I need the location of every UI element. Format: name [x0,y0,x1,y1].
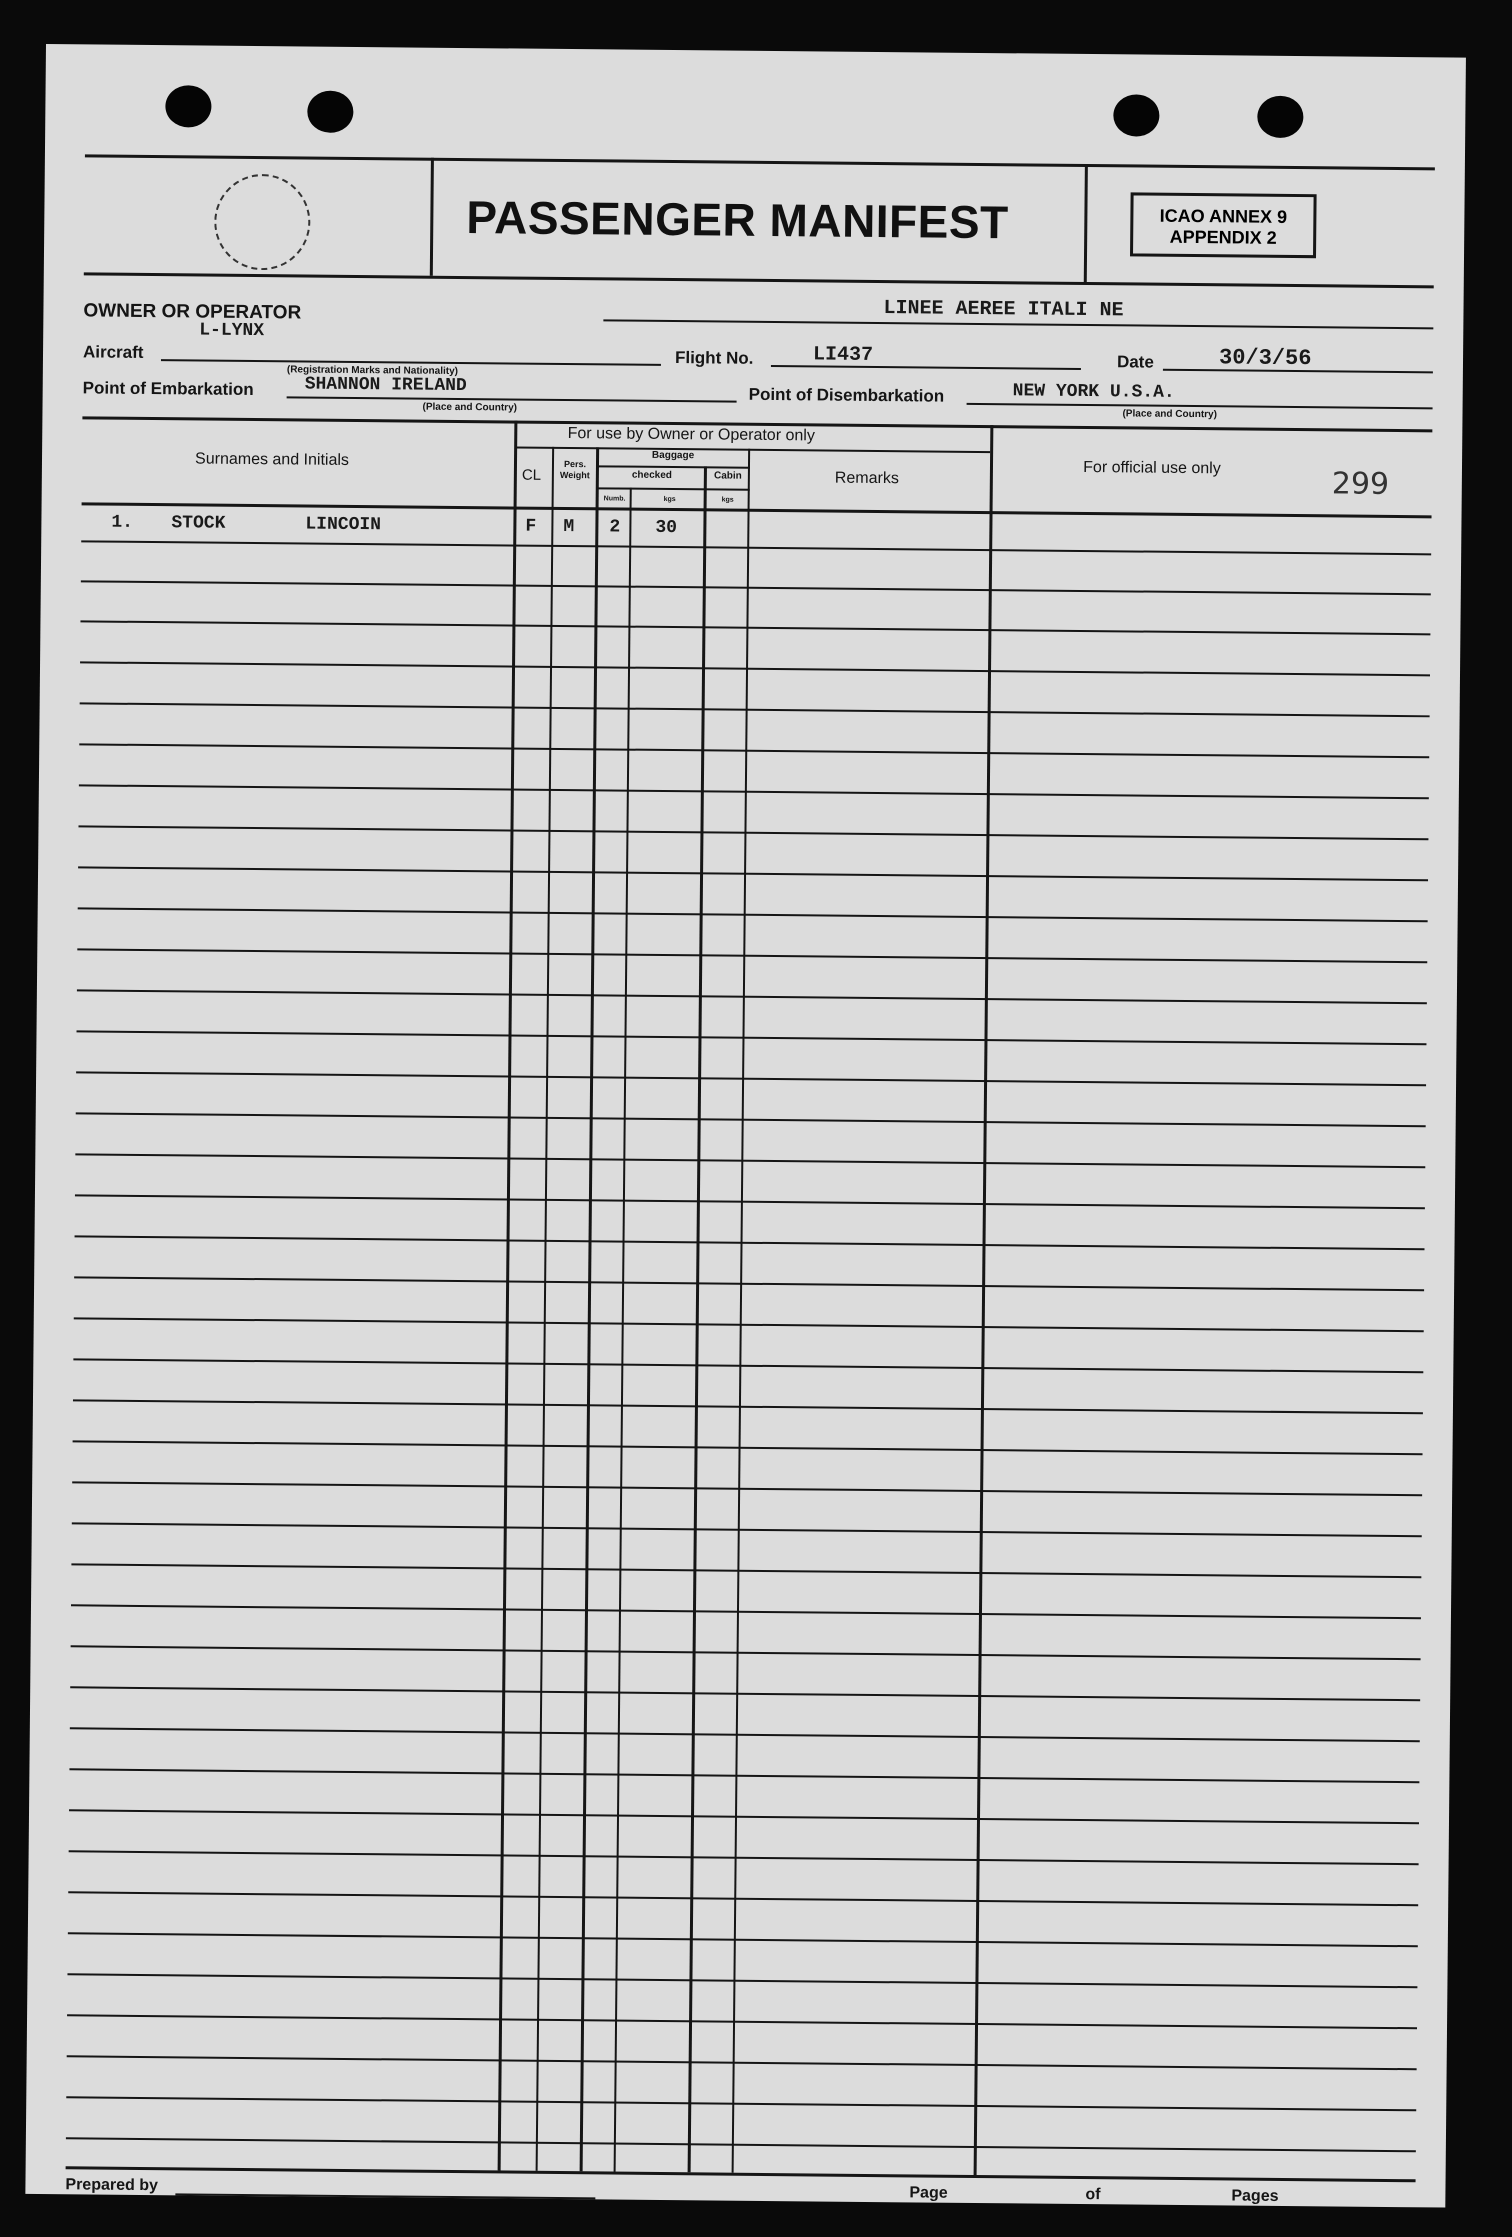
passenger-pers: M [563,516,575,538]
column-line [974,425,994,2175]
embark-label: Point of Embarkation [82,378,254,400]
col-official: For official use only [1083,458,1221,478]
row-line [73,1399,1423,1414]
punch-hole [165,85,211,127]
column-line [536,447,555,2171]
row-number: 1. [111,512,134,533]
prepared-rule [175,2193,595,2199]
row-line [80,620,1430,635]
header-divider [1084,164,1088,282]
date-value: 30/3/56 [1218,345,1312,372]
row-line [68,1891,1418,1906]
row-line [80,702,1430,717]
row-line [74,1317,1424,1332]
row-line [69,1768,1419,1783]
row-line [81,540,1431,555]
manifest-sheet [25,44,1466,2208]
row-line [75,1194,1425,1209]
row-line [80,661,1430,676]
row-line [67,2014,1417,2029]
flight-rule [771,365,1081,370]
passenger-initials: LINCOIN [305,514,382,536]
icao-line: APPENDIX 2 [1169,226,1277,248]
column-line [732,449,751,2173]
row-line [76,1112,1426,1127]
row-line [67,1973,1417,1988]
form-title: PASSENGER MANIFEST [466,191,1009,249]
row-line [79,784,1429,799]
page-label: Page [909,2184,948,2202]
row-line [78,866,1428,881]
row-line [69,1850,1419,1865]
row-line [75,1153,1425,1168]
flight-value: LI437 [812,343,874,367]
col-remarks: Remarks [834,469,899,488]
icao-line: ICAO ANNEX 9 [1159,205,1288,227]
disembark-label: Point of Disembarkation [748,384,945,406]
owner-label: OWNER OR OPERATOR [83,300,302,324]
date-label: Date [1116,352,1154,372]
row-line [73,1440,1423,1455]
row-line [77,948,1427,963]
owner-only-label: For use by Owner or Operator only [567,425,815,445]
aircraft-label: Aircraft [82,342,144,362]
punch-hole [307,91,353,133]
col-kgs: kgs [663,495,676,504]
row-line [66,2137,1416,2152]
baggage-numb: 2 [609,517,621,538]
row-line [66,2096,1416,2111]
punch-hole [1257,96,1303,138]
row-line [76,1071,1426,1086]
owner-only-rule [516,447,990,454]
header-top-rule [85,154,1435,170]
col-surnames: Surnames and Initials [195,450,350,469]
punch-hole [1113,94,1159,136]
row-line [72,1481,1422,1496]
registration-note: (Registration Marks and Nationality) [286,364,459,377]
column-line [688,466,707,2172]
col-cabin: Cabin [713,470,742,482]
checked-rule [598,487,750,490]
col-cl: CL [521,466,542,484]
of-label: of [1085,2186,1101,2204]
place-note: (Place and Country) [422,401,518,414]
row-line [75,1235,1425,1250]
col-checked: checked [631,469,672,482]
col-numb: Numb. [603,495,626,503]
col-kgs: kgs [721,496,734,504]
place-note: (Place and Country) [1122,408,1218,421]
header-divider [430,158,434,276]
column-line [498,421,518,2171]
table-header-rule [82,502,1432,518]
flight-label: Flight No. [674,348,754,368]
table-bottom-rule [66,2166,1416,2182]
row-line [74,1276,1424,1291]
col-baggage: Baggage [651,449,695,462]
row-line [70,1686,1420,1701]
row-line [72,1522,1422,1537]
pages-label: Pages [1231,2187,1279,2205]
prepared-label: Prepared by [65,2176,159,2195]
col-pers-weight: Pers. Weight [559,458,590,481]
row-line [77,989,1427,1004]
header-bottom-rule [84,272,1434,288]
column-line [580,447,600,2171]
icao-box [1130,192,1317,258]
stamp-circle [214,174,311,271]
row-line [70,1727,1420,1742]
page-number: 299 [1331,466,1390,502]
row-line [71,1604,1421,1619]
embark-value: SHANNON IRELAND [304,374,467,397]
passenger-surname: STOCK [171,513,226,534]
row-line [67,2055,1417,2070]
row-line [78,825,1428,840]
column-line [614,488,632,2172]
date-rule [1163,369,1433,374]
disembark-value: NEW YORK U.S.A. [1012,381,1175,403]
row-line [68,1932,1418,1947]
aircraft-value: L-LYNX [199,320,265,342]
row-line [81,580,1431,595]
passenger-class: F [525,516,537,537]
row-line [71,1563,1421,1578]
row-line [73,1358,1423,1373]
row-line [77,1030,1427,1045]
row-line [71,1645,1421,1660]
operator-name: LINEE AEREE ITALI NE [883,297,1124,323]
baggage-kgs: 30 [655,517,678,539]
baggage-rule [598,465,750,468]
row-line [78,907,1428,922]
row-line [79,743,1429,758]
row-line [69,1809,1419,1824]
